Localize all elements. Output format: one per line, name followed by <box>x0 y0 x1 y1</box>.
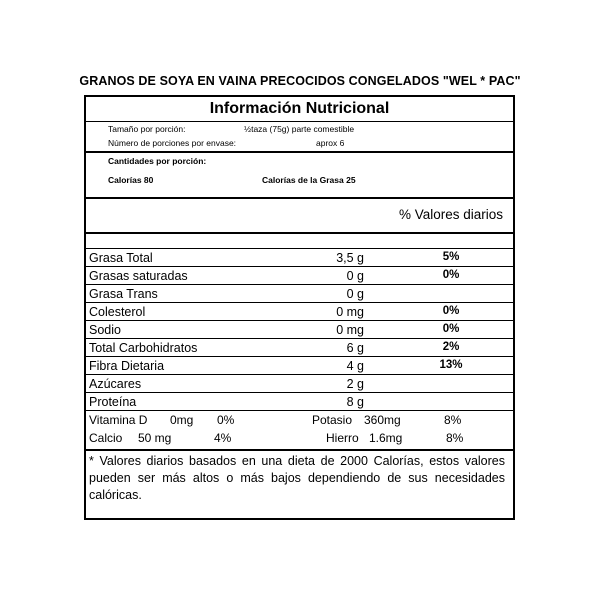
nutrient-name: Azúcares <box>89 377 142 391</box>
nutrient-row <box>86 357 513 375</box>
nutrient-amount: 0 mg <box>336 305 364 319</box>
vitamin-amount: 0mg <box>170 413 194 427</box>
nutrient-row <box>86 267 513 285</box>
nutrient-name: Sodio <box>89 323 121 337</box>
nutrient-row <box>86 285 513 303</box>
servings-per-container-value: aprox 6 <box>316 138 345 148</box>
mineral-daily-value: 8% <box>444 413 462 427</box>
nutrient-row <box>86 393 513 411</box>
serving-size-label: Tamaño por porción: <box>108 124 186 134</box>
nutrient-amount: 0 g <box>346 269 364 283</box>
calories-label: Calorías 80 <box>108 175 154 185</box>
footnote: * Valores diarios basados en una dieta de 2000 Calorías, estos valores pueden ser más altos o más bajos dependiendo de sus necesidades calóricas. <box>89 454 505 502</box>
nutrient-name: Grasa Trans <box>89 287 158 301</box>
calories-divider <box>86 197 513 199</box>
nutrient-row <box>86 339 513 357</box>
vitamin-daily-value: 4% <box>214 431 232 445</box>
nutrient-name: Fibra Dietaria <box>89 359 165 373</box>
nutrient-row <box>86 303 513 321</box>
panel-title: Información Nutricional <box>209 100 390 117</box>
nutrient-row <box>86 321 513 339</box>
footnote-divider <box>86 449 513 451</box>
servings-per-container-label: Número de porciones por envase: <box>108 138 237 148</box>
nutrient-name: Proteína <box>89 395 137 409</box>
nutrient-row <box>86 249 513 267</box>
nutrient-amount: 4 g <box>346 359 364 373</box>
nutrient-amount: 6 g <box>346 341 364 355</box>
mineral-amount: 360mg <box>364 413 401 427</box>
fat-calories-label: Calorías de la Grasa 25 <box>262 175 356 185</box>
vitamin-name: Vitamina D <box>89 413 148 427</box>
amounts-per-serving-header: Cantidades por porción: <box>108 156 207 166</box>
serving-divider <box>86 151 513 153</box>
title-divider <box>86 121 513 122</box>
nutrient-amount: 8 g <box>346 395 364 409</box>
nutrient-daily-value: 0% <box>442 269 460 281</box>
vitamin-name: Calcio <box>89 431 123 445</box>
vitamin-amount: 50 mg <box>138 431 172 445</box>
nutrient-name: Colesterol <box>89 305 146 319</box>
nutrient-daily-value: 2% <box>442 341 460 353</box>
vitamin-daily-value: 0% <box>217 413 235 427</box>
product-title: GRANOS DE SOYA EN VAINA PRECOCIDOS CONGELADOS "WEL * PAC" <box>79 74 521 88</box>
nutrient-daily-value: 13% <box>439 359 463 371</box>
nutrient-name: Grasas saturadas <box>89 269 188 283</box>
mineral-name: Hierro <box>326 431 359 445</box>
nutrient-amount: 0 g <box>346 287 364 301</box>
nutrient-daily-value: 5% <box>442 251 460 263</box>
nutrient-amount: 3,5 g <box>336 251 364 265</box>
nutrient-name: Grasa Total <box>89 251 153 265</box>
serving-size-value: ½taza (75g) parte comestible <box>244 124 355 134</box>
daily-values-header: % Valores diarios <box>398 207 503 222</box>
nutrient-row <box>86 375 513 393</box>
mineral-name: Potasio <box>312 413 353 427</box>
nutrition-facts-panel <box>84 95 515 520</box>
nutrient-amount: 0 mg <box>336 323 364 337</box>
mineral-daily-value: 8% <box>446 431 464 445</box>
nutrient-name: Total Carbohidratos <box>89 341 198 355</box>
nutrient-daily-value: 0% <box>442 323 460 335</box>
daily-values-divider <box>86 232 513 234</box>
nutrient-daily-value: 0% <box>442 305 460 317</box>
mineral-amount: 1.6mg <box>369 431 403 445</box>
nutrient-amount: 2 g <box>346 377 364 391</box>
